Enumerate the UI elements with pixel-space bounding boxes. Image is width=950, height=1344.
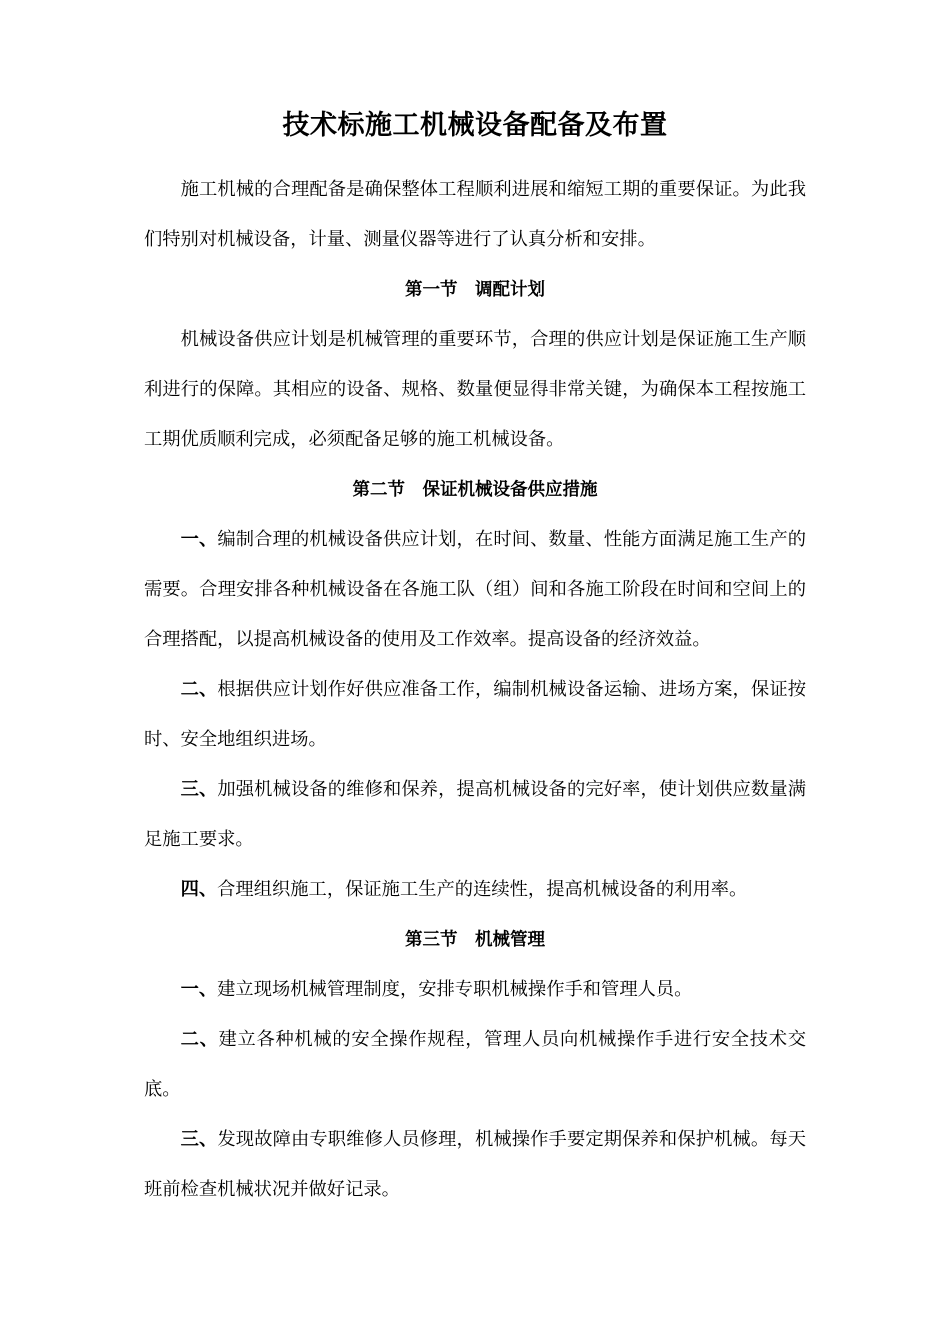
item-text: 建立各种机械的安全操作规程，管理人员向机械操作手进行安全技术交底。 (144, 1029, 807, 1100)
item-number: 一、 (180, 529, 218, 550)
item-number: 二、 (180, 1029, 219, 1050)
item-text: 加强机械设备的维修和保养，提高机械设备的完好率，使计划供应数量满足施工要求。 (144, 779, 807, 850)
document-title: 技术标施工机械设备配备及布置 (282, 110, 668, 141)
item-number: 三、 (180, 779, 218, 800)
item-text: 合理组织施工，保证施工生产的连续性，提高机械设备的利用率。 (217, 879, 748, 900)
section-2-heading: 第二节 保证机械设备供应措施 (352, 480, 598, 500)
section-2-item (144, 865, 806, 915)
item-text: 编制合理的机械设备供应计划，在时间、数量、性能方面满足施工生产的需要。合理安排各种机械设备在各施工队（组）间和各施工阶段在时间和空间上的合理搭配，以提高机械设备的使用及工作效率。提高设备的经济效益。 (144, 529, 807, 650)
section-3-item (144, 1015, 806, 1115)
section-3-item (144, 1115, 806, 1215)
item-number: 二、 (180, 679, 218, 700)
item-number: 三、 (180, 1129, 218, 1150)
item-text: 建立现场机械管理制度，安排专职机械操作手和管理人员。 (217, 979, 693, 1000)
item-text: 发现故障由专职维修人员修理，机械操作手要定期保养和保护机械。每天班前检查机械状况并做好记录。 (144, 1129, 807, 1200)
section-1-heading: 第一节 调配计划 (405, 280, 545, 300)
intro-paragraph: 施工机械的合理配备是确保整体工程顺利进展和缩短工期的重要保证。为此我们特别对机械设备，计量、测量仪器等进行了认真分析和安排。 (144, 179, 806, 250)
section-2-item (144, 665, 806, 765)
section-1-paragraph: 机械设备供应计划是机械管理的重要环节，合理的供应计划是保证施工生产顺利进行的保障。其相应的设备、规格、数量便显得非常关键，为确保本工程按施工工期优质顺利完成，必须配备足够的施工机械设备。 (144, 329, 806, 450)
section-2-item (144, 515, 806, 665)
item-number: 一、 (180, 979, 218, 1000)
section-3-item (144, 965, 806, 1015)
item-number: 四、 (180, 879, 218, 900)
section-3-heading: 第三节 机械管理 (405, 930, 545, 950)
item-text: 根据供应计划作好供应准备工作，编制机械设备运输、进场方案，保证按时、安全地组织进场。 (144, 679, 807, 750)
document-body (144, 165, 806, 1215)
section-2-item (144, 765, 806, 865)
